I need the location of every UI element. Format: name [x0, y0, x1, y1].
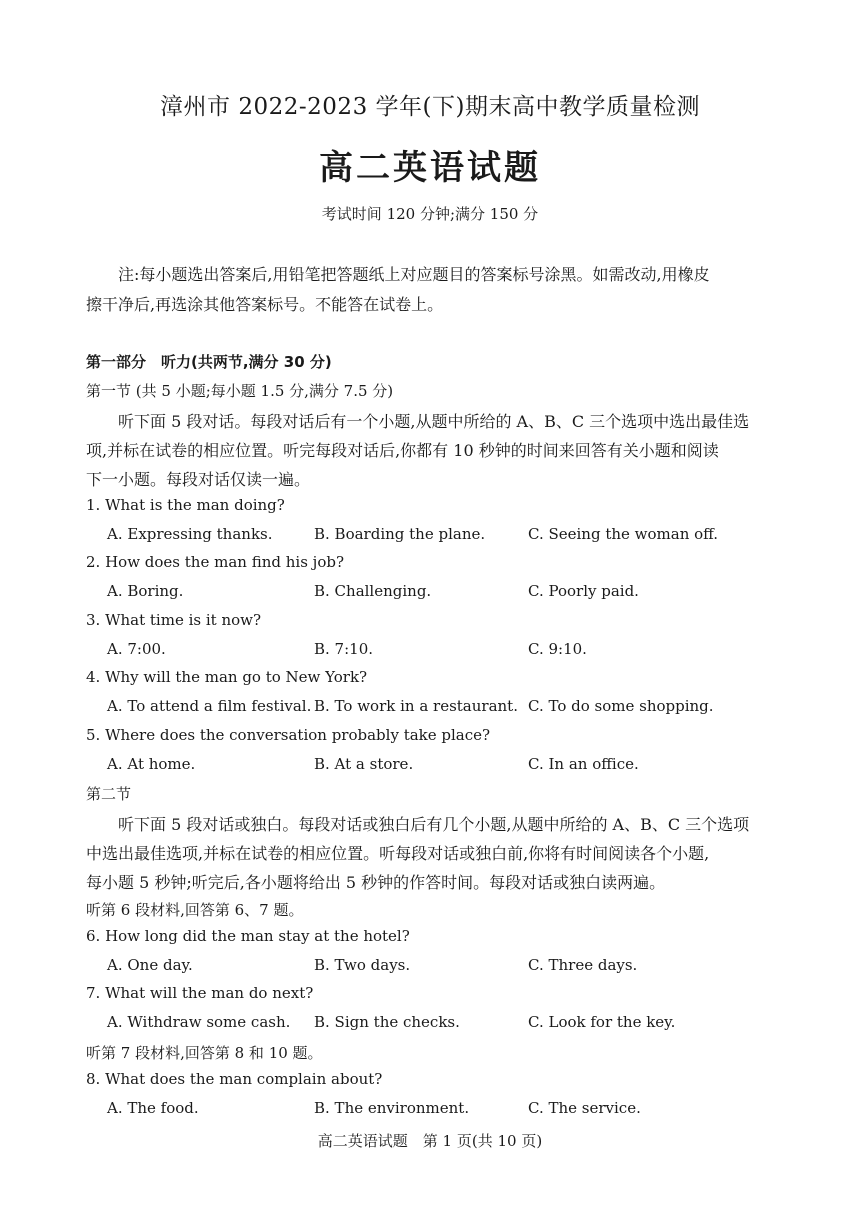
notice-line-2: 擦干净后,再选涂其他答案标号。不能答在试卷上。: [86, 295, 444, 314]
option-a: A. At home.: [107, 755, 196, 773]
section2-heading: 第二节: [86, 785, 132, 803]
option-b: B. Sign the checks.: [314, 1013, 460, 1031]
option-b: B. Two days.: [314, 956, 411, 974]
page-footer: 高二英语试题 第 1 页(共 10 页): [317, 1132, 543, 1150]
option-a: A. Expressing thanks.: [107, 525, 273, 543]
section1-instr-2: 项,并标在试卷的相应位置。听完每段对话后,你都有 10 秒钟的时间来回答有关小题和阅读: [86, 441, 719, 460]
part1-heading: 第一部分 听力(共两节,满分 30 分): [86, 353, 332, 371]
option-b: B. At a store.: [314, 755, 414, 773]
option-c: C. The service.: [528, 1099, 641, 1117]
question-stem: 4. Why will the man go to New York?: [86, 668, 368, 686]
option-a: A. To attend a film festival.: [107, 697, 312, 715]
exam-info: 考试时间 120 分钟;满分 150 分: [321, 205, 539, 223]
section1-heading: 第一节 (共 5 小题;每小题 1.5 分,满分 7.5 分): [86, 382, 394, 400]
page-title: 高二英语试题: [319, 148, 541, 188]
option-c: C. Seeing the woman off.: [528, 525, 719, 543]
section1-instr-1: 听下面 5 段对话。每段对话后有一个小题,从题中所给的 A、B、C 三个选项中选出最佳选: [118, 412, 750, 431]
option-a: A. Withdraw some cash.: [107, 1013, 291, 1031]
option-b: B. Boarding the plane.: [314, 525, 486, 543]
question-stem: 8. What does the man complain about?: [86, 1070, 383, 1088]
option-c: C. 9:10.: [528, 640, 587, 658]
material-7-heading: 听第 7 段材料,回答第 8 和 10 题。: [86, 1044, 323, 1062]
option-b: B. Challenging.: [314, 582, 432, 600]
section1-instr-3: 下一小题。每段对话仅读一遍。: [86, 470, 311, 489]
option-c: C. In an office.: [528, 755, 639, 773]
material-6-heading: 听第 6 段材料,回答第 6、7 题。: [86, 901, 304, 919]
notice-line-1: 注:每小题选出答案后,用铅笔把答题纸上对应题目的答案标号涂黑。如需改动,用橡皮: [118, 265, 710, 284]
option-c: C. Three days.: [528, 956, 638, 974]
option-b: B. The environment.: [314, 1099, 470, 1117]
exam-header: 漳州市 2022-2023 学年(下)期末高中教学质量检测: [160, 94, 700, 120]
option-a: A. The food.: [107, 1099, 199, 1117]
question-stem: 2. How does the man find his job?: [86, 553, 344, 571]
question-stem: 7. What will the man do next?: [86, 984, 314, 1002]
option-b: B. To work in a restaurant.: [314, 697, 518, 715]
option-c: C. To do some shopping.: [528, 697, 714, 715]
question-stem: 5. Where does the conversation probably take place?: [86, 726, 491, 744]
question-stem: 3. What time is it now?: [86, 611, 262, 629]
option-a: A. One day.: [107, 956, 193, 974]
section2-instr-2: 中选出最佳选项,并标在试卷的相应位置。听每段对话或独白前,你将有时间阅读各个小题,: [86, 844, 710, 863]
option-c: C. Look for the key.: [528, 1013, 676, 1031]
option-a: A. Boring.: [107, 582, 184, 600]
option-a: A. 7:00.: [107, 640, 166, 658]
section2-instr-3: 每小题 5 秒钟;听完后,各小题将给出 5 秒钟的作答时间。每段对话或独白读两遍。: [86, 873, 666, 892]
option-c: C. Poorly paid.: [528, 582, 639, 600]
option-b: B. 7:10.: [314, 640, 374, 658]
section2-instr-1: 听下面 5 段对话或独白。每段对话或独白后有几个小题,从题中所给的 A、B、C 三个选项: [118, 815, 750, 834]
question-stem: 6. How long did the man stay at the hotel?: [86, 927, 410, 945]
question-stem: 1. What is the man doing?: [86, 496, 285, 514]
